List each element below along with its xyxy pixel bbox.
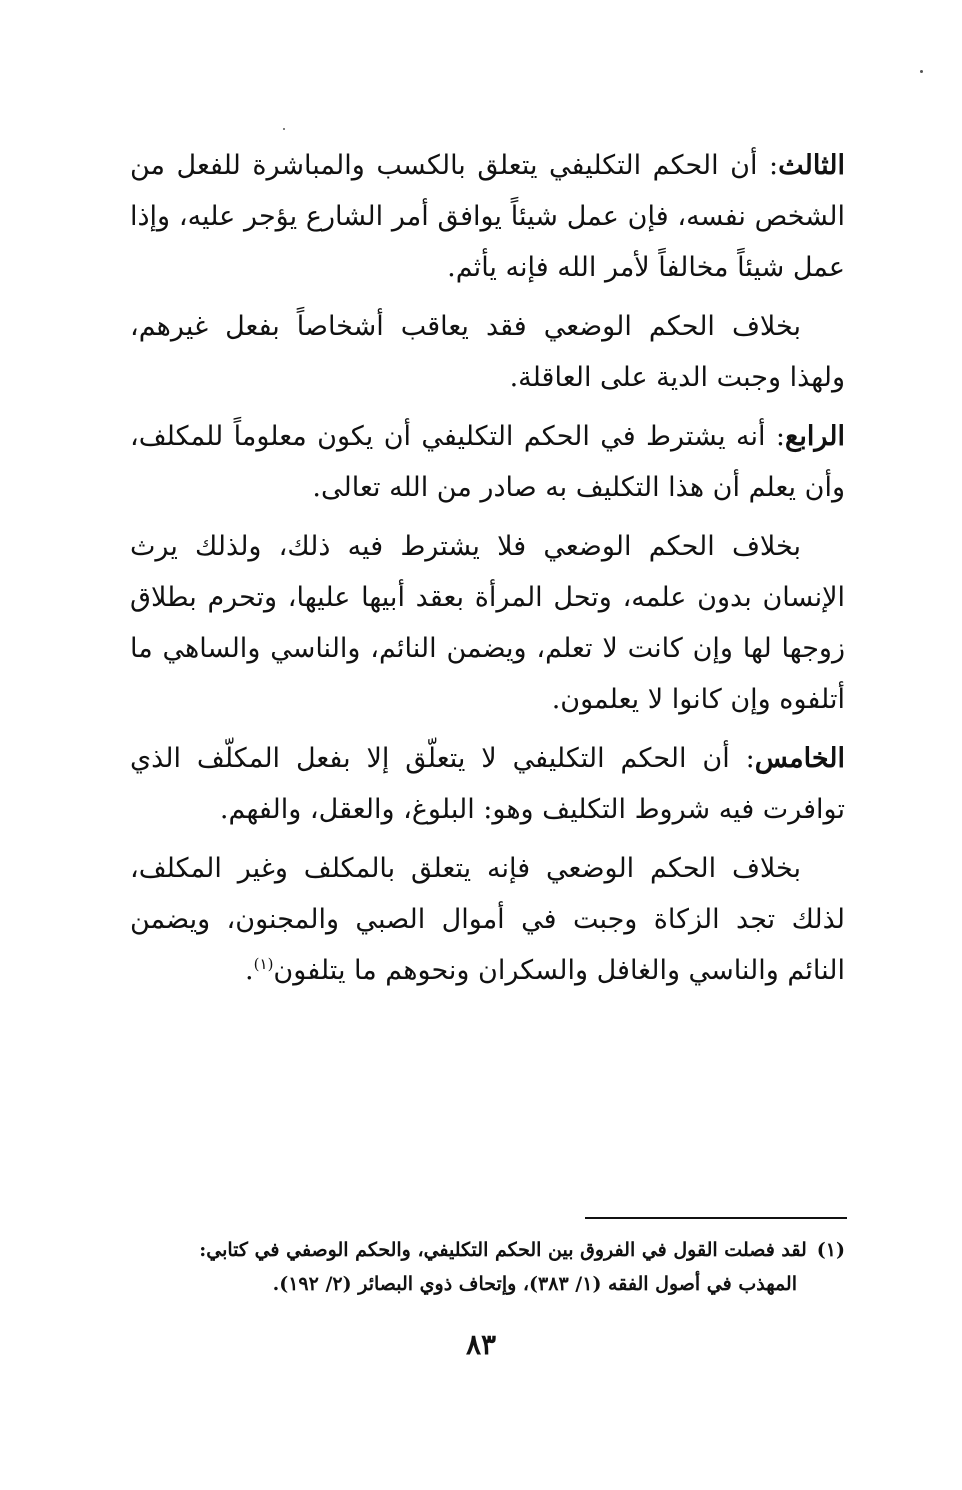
paragraph-fourth-contrast [130, 521, 845, 725]
footnote [130, 1233, 845, 1301]
paragraph-heading: الثالث [778, 150, 845, 181]
paragraph-text: بخلاف الحكم الوضعي فإنه يتعلق بالمكلف وغير المكلف، لذلك تجد الزكاة وجبت في أموال الصبي والمجنون، ويضمن النائم والناسي والغافل والسكران ونحوهم ما يتلفون [130, 853, 845, 986]
paragraph-text: : أن الحكم التكليفي يتعلق بالكسب والمباشرة للفعل من الشخص نفسه، فإن عمل شيئاً يوافق أمر الشارع يؤجر عليه، وإذا عمل شيئاً مخالفاً لأمر الله فإنه يأثم. [130, 150, 845, 283]
page-number: ٨٣ [465, 1328, 497, 1361]
scan-speck [283, 128, 285, 130]
paragraph-fourth [130, 411, 845, 513]
footnote-number: (١) [816, 1239, 845, 1261]
paragraph-end: . [245, 955, 254, 986]
paragraph-fifth [130, 733, 845, 835]
paragraph-text: : أن الحكم التكليفي لا يتعلّق إلا بفعل المكلّف الذي توافرت فيه شروط التكليف وهو: البلوغ، والعقل، والفهم. [130, 743, 845, 825]
footnote-line-2: المهذب في أصول الفقه (١/ ٣٨٣)، وإتحاف ذوي البصائر (٢/ ١٩٢). [272, 1273, 797, 1295]
paragraph-heading: الرابع [784, 421, 845, 452]
paragraph-text: بخلاف الحكم الوضعي فلا يشترط فيه ذلك، ولذلك يرث الإنسان بدون علمه، وتحل المرأة بعقد أبيها عليها، وتحرم بطلاق زوجها لها وإن كانت لا تعلم، ويضمن النائم، والناسي والساهي ما أتلفوه وإن كانوا لا يعلمون. [130, 531, 845, 715]
paragraph-text: : أنه يشترط في الحكم التكليفي أن يكون معلوماً للمكلف، وأن يعلم أن هذا التكليف به صادر من الله تعالى. [130, 421, 845, 503]
main-text [130, 140, 845, 1004]
paragraph-third [130, 140, 845, 293]
paragraph-fifth-contrast [130, 843, 845, 996]
paragraph-heading: الخامس [754, 743, 845, 774]
footnote-reference[interactable]: (١) [253, 955, 274, 973]
paragraph-text: بخلاف الحكم الوضعي فقد يعاقب أشخاصاً بفعل غيرهم، ولهذا وجبت الدية على العاقلة. [130, 311, 845, 393]
footnote-line-1: لقد فصلت القول في الفروق بين الحكم التكليفي، والحكم الوصفي في كتابي: [199, 1239, 807, 1261]
scan-speck [920, 70, 923, 73]
paragraph-third-contrast [130, 301, 845, 403]
footnote-divider [585, 1217, 847, 1219]
